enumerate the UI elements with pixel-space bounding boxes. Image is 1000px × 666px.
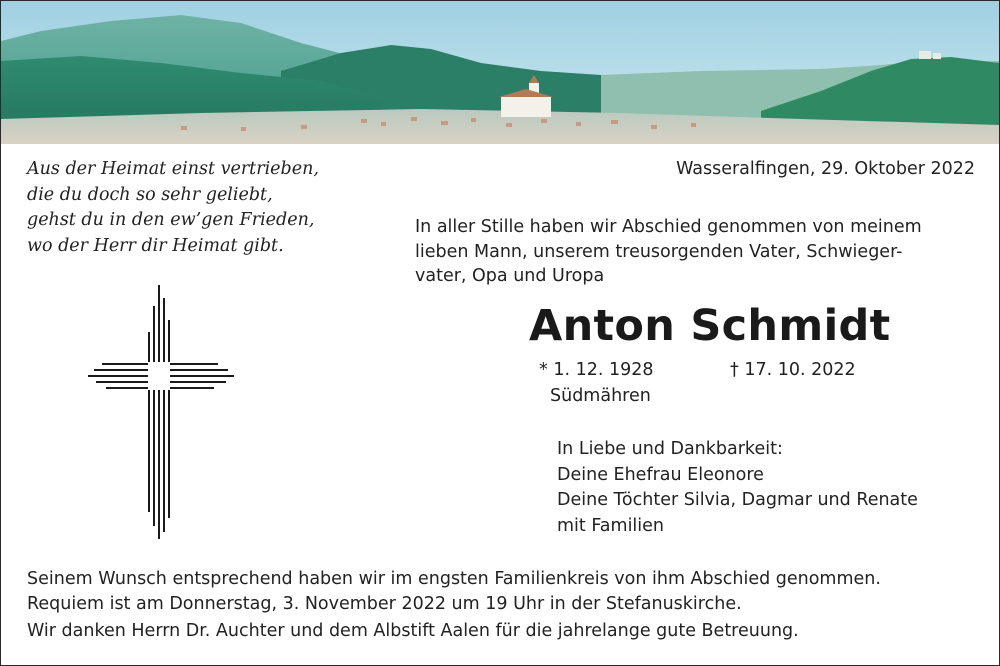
announcement-line: lieben Mann, unserem treusorgenden Vater, Schwieger-: [415, 241, 903, 262]
mourners-line: In Liebe und Dankbarkeit:: [557, 439, 783, 459]
announcement-line: In aller Stille haben wir Abschied genommen von meinem: [415, 217, 922, 237]
mourners-line: Deine Töchter Silvia, Dagmar und Renate: [557, 490, 918, 510]
birth-place: Südmähren: [550, 386, 651, 406]
poem-line: gehst du in den ew’gen Frieden,: [27, 210, 315, 230]
footer-line: Wir danken Herrn Dr. Auchter und dem Albstift Aalen für die jahrelange gute Betreuung.: [27, 621, 799, 641]
mourners-list: [557, 437, 918, 539]
announcement-text: [415, 215, 922, 289]
poem-line: wo der Herr dir Heimat gibt.: [27, 235, 284, 256]
birth-date: * 1. 12. 1928: [539, 360, 654, 380]
memorial-poem: [27, 157, 319, 259]
mourners-line: Deine Ehefrau Eleonore: [557, 464, 764, 485]
landscape-photo: [1, 1, 999, 144]
death-date: † 17. 10. 2022: [730, 360, 856, 380]
landscape-banner: [1, 1, 999, 144]
mourners-line: mit Familien: [557, 515, 665, 536]
deceased-name: Anton Schmidt: [529, 301, 891, 351]
place-date-line: Wasseralfingen, 29. Oktober 2022: [676, 159, 975, 179]
footer-line: Seinem Wunsch entsprechend haben wir im engsten Familienkreis von ihm Abschied genommen.: [27, 569, 881, 589]
footer-line: Requiem ist am Donnerstag, 3. November 2022 um 19 Uhr in der Stefanuskirche.: [27, 593, 742, 614]
poem-line: die du doch so sehr geliebt,: [27, 184, 273, 205]
footer-text: [27, 567, 881, 644]
cross-icon: [87, 285, 237, 543]
poem-line: Aus der Heimat einst vertrieben,: [27, 159, 319, 179]
announcement-line: vater, Opa und Uropa: [415, 266, 605, 286]
